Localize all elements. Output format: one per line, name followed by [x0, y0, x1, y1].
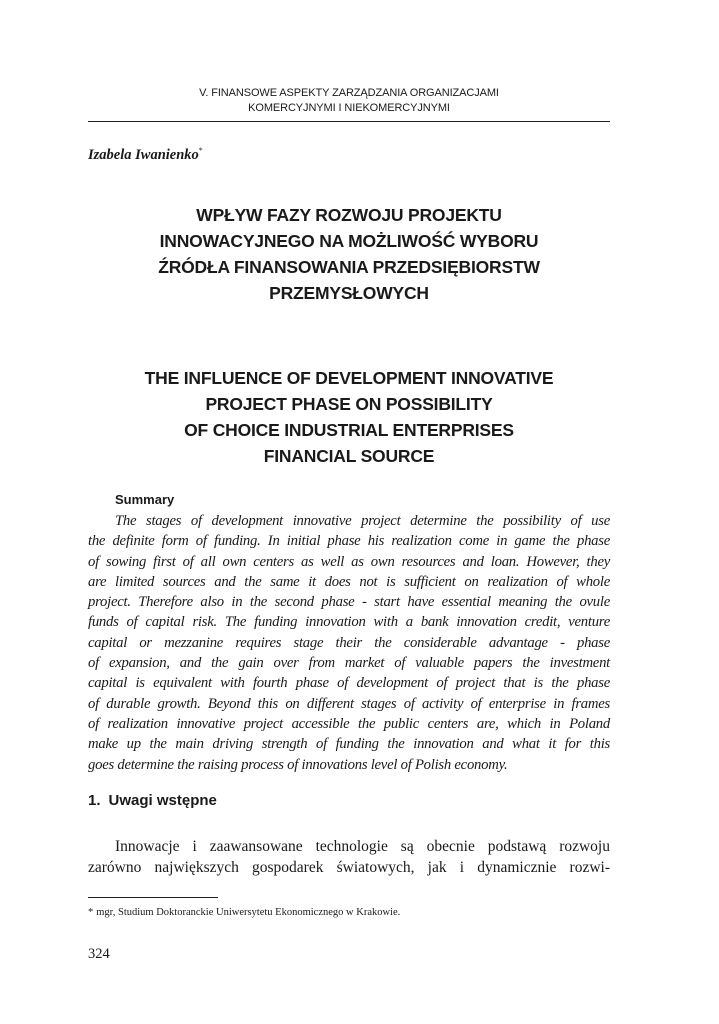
author-name: Izabela Iwanienko: [88, 147, 199, 163]
summary-line: the definite form of funding. In initial phase his realization come in game the phase: [88, 533, 610, 550]
footnote-mark: *: [88, 907, 94, 918]
summary-paragraph: [88, 511, 610, 775]
title-english: [88, 365, 610, 469]
summary-line: of sowing first of all own centers as well as own resources and loan. However, they: [88, 553, 610, 570]
running-head-line-2: KOMERCYJNYMI I NIEKOMERCYJNYMI: [248, 102, 450, 114]
running-head-line-1: V. FINANSOWE ASPEKTY ZARZĄDZANIA ORGANIZACJAMI: [199, 87, 499, 99]
title-en-line: PROJECT PHASE ON POSSIBILITY: [205, 394, 493, 414]
header-rule: [88, 121, 610, 122]
title-pl-line: ŹRÓDŁA FINANSOWANIA PRZEDSIĘBIORSTW: [158, 257, 540, 277]
summary-line: capital or mezzanine requires stage their the considerable advantage - phase: [88, 634, 610, 651]
page-number: 324: [88, 946, 110, 962]
author: [88, 146, 203, 164]
summary-heading: Summary: [115, 492, 175, 507]
summary-line: make up the main driving strength of funding the innovation and what it for this: [88, 736, 610, 753]
summary-line: of expansion, and the gain over from market of valuable papers the investment: [88, 655, 610, 672]
body-line: Innowacje i zaawansowane technologie są obecnie podstawą rozwoju: [115, 838, 610, 855]
title-pl-line: WPŁYW FAZY ROZWOJU PROJEKTU: [196, 205, 502, 225]
summary-line: of realization innovative project accessible the public centers are, which in Poland: [88, 715, 610, 732]
body-paragraph: [88, 836, 610, 878]
title-en-line: OF CHOICE INDUSTRIAL ENTERPRISES: [184, 420, 514, 440]
summary-line: capital is equivalent with fourth phase of development of project that is the phase: [88, 675, 610, 692]
section-heading: [88, 792, 217, 809]
title-pl-line: INNOWACYJNEGO NA MOŻLIWOŚĆ WYBORU: [159, 231, 539, 251]
author-footnote-mark: *: [198, 146, 203, 155]
summary-line: are limited sources and the same it does not is sufficient on realization of whole: [88, 573, 610, 590]
title-en-line: THE INFLUENCE OF DEVELOPMENT INNOVATIVE: [144, 368, 554, 388]
footnote-text: mgr, Studium Doktoranckie Uniwersytetu Ekonomicznego w Krakowie.: [96, 907, 401, 918]
summary-line: of durable growth. Beyond this on different stages of activity of enterprise in frames: [88, 695, 610, 712]
footnote: [88, 906, 400, 919]
summary-line: The stages of development innovative project determine the possibility of use: [115, 513, 610, 529]
footnote-rule: [88, 897, 218, 898]
body-line: zarówno największych gospodarek światowych, jak i dynamicznie rozwi-: [88, 859, 610, 876]
running-head: [88, 86, 610, 116]
section-number: 1.: [88, 792, 101, 809]
title-en-line: FINANCIAL SOURCE: [263, 446, 435, 466]
section-title: Uwagi wstępne: [108, 792, 217, 809]
title-pl-line: PRZEMYSŁOWYCH: [269, 283, 429, 303]
summary-line: goes determine the raising process of innovations level of Polish economy.: [88, 756, 508, 773]
title-polish: [88, 202, 610, 306]
summary-line: project. Therefore also in the second phase - start have essential meaning the ovule: [88, 594, 610, 611]
summary-line: funds of capital risk. The funding innovation with a bank innovation credit, venture: [88, 614, 610, 631]
